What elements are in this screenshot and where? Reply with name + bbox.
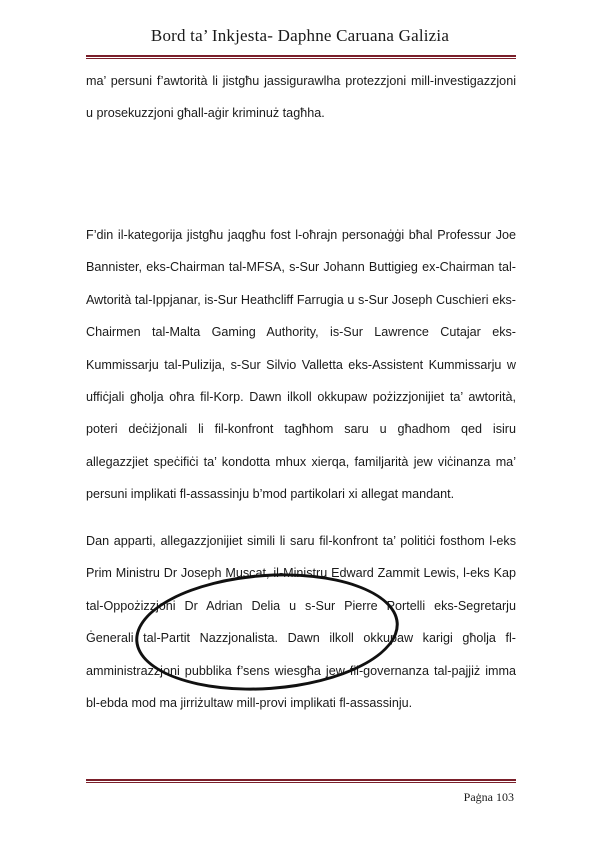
paragraph-line: poteri deċiżjonali li fil-konfront tagħhom saru u għadhom qed isiru xyxy=(86,422,516,437)
paragraph-line: Awtorità tal-Ippjanar, is-Sur Heathcliff Farrugia u s-Sur Joseph Cuschieri eks- xyxy=(86,292,516,307)
paragraph-line: uffiċjali għolja oħra fil-Korp. Dawn ilkoll okkupaw pożizzjonijiet ta’ awtorità, xyxy=(86,390,516,405)
paragraph-line: tal-Oppożizzjoni Dr Adrian Delia u s-Sur Pierre Portelli eks-Segretarju xyxy=(86,598,516,613)
page-number: Paġna 103 xyxy=(463,790,514,804)
header-divider xyxy=(86,55,516,59)
paragraph-line: amministrazzjoni pubblika f’sens wiesgħa jew fil-governanza tal-pajjiż imma xyxy=(86,663,516,678)
paragraph-line: ma’ persuni f’awtorità li jistgħu jassigurawlha protezzjoni mill-investigazzjoni xyxy=(86,74,516,88)
paragraph-line: Dan apparti, allegazzjonijiet simili li saru fil-konfront ta’ politiċi fosthom l-eks xyxy=(86,534,516,548)
paragraph-1 xyxy=(86,65,516,130)
paragraph-line: Prim Ministru Dr Joseph Muscat, il-Ministru Edward Zammit Lewis, l-eks Kap xyxy=(86,566,516,581)
paragraph-line: Kummissarju tal-Pulizija, s-Sur Silvio Valletta eks-Assistent Kummissarju w xyxy=(86,357,516,372)
paragraph-line: F’din il-kategorija jistgħu jaqgħu fost l-oħrajn personaġġi bħal Professur Joe xyxy=(86,228,516,242)
paragraph-line: Bannister, eks-Chairman tal-MFSA, s-Sur Johann Buttigieg ex-Chairman tal- xyxy=(86,260,516,275)
paragraph-2 xyxy=(86,219,516,511)
paragraph-line: Ġenerali tal-Partit Nazzjonalista. Dawn ilkoll okkupaw karigi għolja fl- xyxy=(86,631,516,646)
document-header-title: Bord ta’ Inkjesta- Daphne Caruana Galizia xyxy=(150,26,450,45)
paragraph-line: allegazzjiet speċifiċi ta’ kondotta mhux xierqa, familjarità jew viċinanza ma’ xyxy=(86,454,516,469)
paragraph-line: bl-ebda mod ma jirriżultaw mill-provi implikati fl-assassinju. xyxy=(86,696,413,711)
paragraph-line: Chairmen tal-Malta Gaming Authority, is-Sur Lawrence Cutajar eks- xyxy=(86,325,516,340)
paragraph-line: persuni implikati fl-assassinju b’mod partikolari xi allegat mandant. xyxy=(86,487,455,502)
footer-divider xyxy=(86,779,516,783)
paragraph-3 xyxy=(86,525,516,719)
paragraph-line: u prosekuzzjoni għall-aġir kriminuż tagħha. xyxy=(86,106,325,121)
